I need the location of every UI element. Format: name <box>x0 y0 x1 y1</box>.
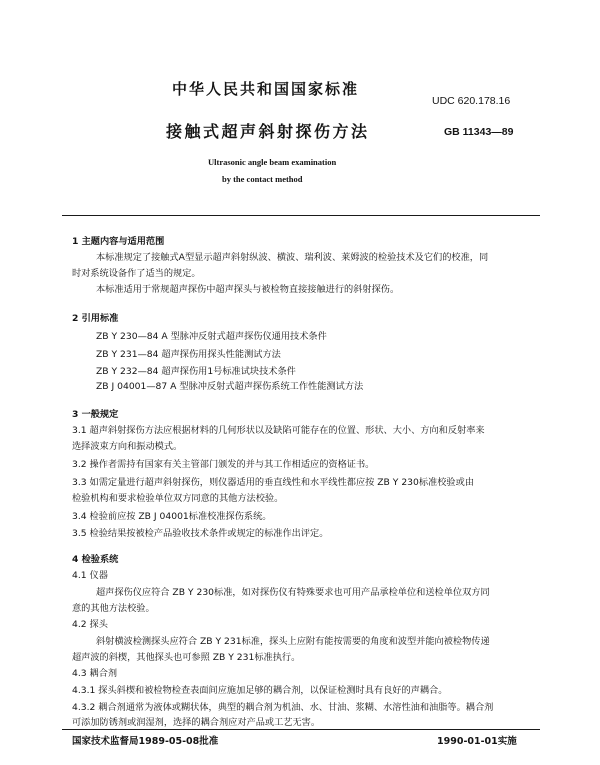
effective-date: 1990-01-01实施 <box>437 736 517 747</box>
section-1-para-1-line-2: 时对系统设备作了适当的规定。 <box>72 268 201 279</box>
standard-category-title: 中华人民共和国国家标准 <box>172 80 360 98</box>
approval-statement: 国家技术监督局1989-05-08批准 <box>72 736 219 747</box>
reference-item: ZB J 04001—87 A 型脉冲反射式超声探伤系统工作性能测试方法 <box>96 381 364 392</box>
document-title: 接触式超声斜射探伤方法 <box>166 122 370 141</box>
udc-code: UDC 620.178.16 <box>432 95 511 107</box>
clause-3-1-line-1: 3.1 超声斜射探伤方法应根据材料的几何形状以及缺陷可能存在的位置、形状、大小、方向和反射率来 <box>72 425 485 436</box>
reference-item: ZB Y 230—84 A 型脉冲反射式超声探伤仪通用技术条件 <box>96 331 327 342</box>
clause-4-3-2-line-2: 可添加防锈剂或润湿剂，选择的耦合剂应对产品或工艺无害。 <box>72 717 321 728</box>
gb-standard-number: GB 11343—89 <box>444 126 514 138</box>
section-2-heading: 2 引用标准 <box>72 313 119 324</box>
clause-3-3-line-2: 检验机构和要求检验单位双方同意的其他方法校验。 <box>72 493 284 504</box>
english-title-line-1: Ultrasonic angle beam examination <box>208 157 337 167</box>
subsection-4-1-line-2: 意的其他方法校验。 <box>72 603 155 614</box>
section-4-heading: 4 检验系统 <box>72 554 119 565</box>
clause-4-3-1: 4.3.1 探头斜楔和被检物检查表面间应施加足够的耦合剂，以保证检测时具有良好的声耦合。 <box>72 685 448 696</box>
clause-3-4: 3.4 检验前应按 ZB J 04001标准校准探伤系统。 <box>72 511 272 522</box>
subsection-4-2-line-1: 斜射横波检测探头应符合 ZB Y 231标准，探头上应附有能按需要的角度和波型并能向被检物传递 <box>96 636 490 647</box>
reference-item: ZB Y 232—84 超声探伤用1号标准试块技术条件 <box>96 366 296 377</box>
subsection-4-1-heading: 4.1 仪器 <box>72 570 108 581</box>
clause-3-5: 3.5 检验结果按被检产品验收技术条件或规定的标准作出评定。 <box>72 528 329 539</box>
subsection-4-3-heading: 4.3 耦合剂 <box>72 668 118 679</box>
subsection-4-1-line-1: 超声探伤仪应符合 ZB Y 230标准，如对探伤仪有特殊要求也可用产品承检单位和送检单位双方同 <box>96 587 490 598</box>
section-1-para-2: 本标准适用于常规超声探伤中超声探头与被检物直接接触进行的斜射探伤。 <box>96 284 400 295</box>
subsection-4-2-heading: 4.2 探头 <box>72 619 108 630</box>
subsection-4-2-line-2: 超声波的斜楔，其他探头也可参照 ZB Y 231标准执行。 <box>72 652 301 663</box>
clause-4-3-2-line-1: 4.3.2 耦合剂通常为液体或糊状体，典型的耦合剂为机油、水、甘油、浆糊、水溶性油和油脂等。耦合剂 <box>72 702 494 713</box>
clause-3-1-line-2: 选择波束方向和振动模式。 <box>72 441 183 452</box>
section-3-heading: 3 一般规定 <box>72 409 119 420</box>
english-title-line-2: by the contact method <box>222 174 303 184</box>
footer-divider <box>62 729 540 730</box>
clause-3-2: 3.2 操作者需持有国家有关主管部门颁发的并与其工作相适应的资格证书。 <box>72 459 375 470</box>
header-divider <box>62 215 540 216</box>
section-1-para-1-line-1: 本标准规定了接触式A型显示超声斜射纵波、横波、瑞利波、莱姆波的检验技术及它们的校准，同 <box>96 252 489 263</box>
reference-item: ZB Y 231—84 超声探伤用探头性能测试方法 <box>96 349 281 360</box>
clause-3-3-line-1: 3.3 如需定量进行超声斜射探伤，则仪器适用的垂直线性和水平线性都应按 ZB Y 230标准校验或由 <box>72 477 474 488</box>
section-1-heading: 1 主题内容与适用范围 <box>72 236 165 247</box>
